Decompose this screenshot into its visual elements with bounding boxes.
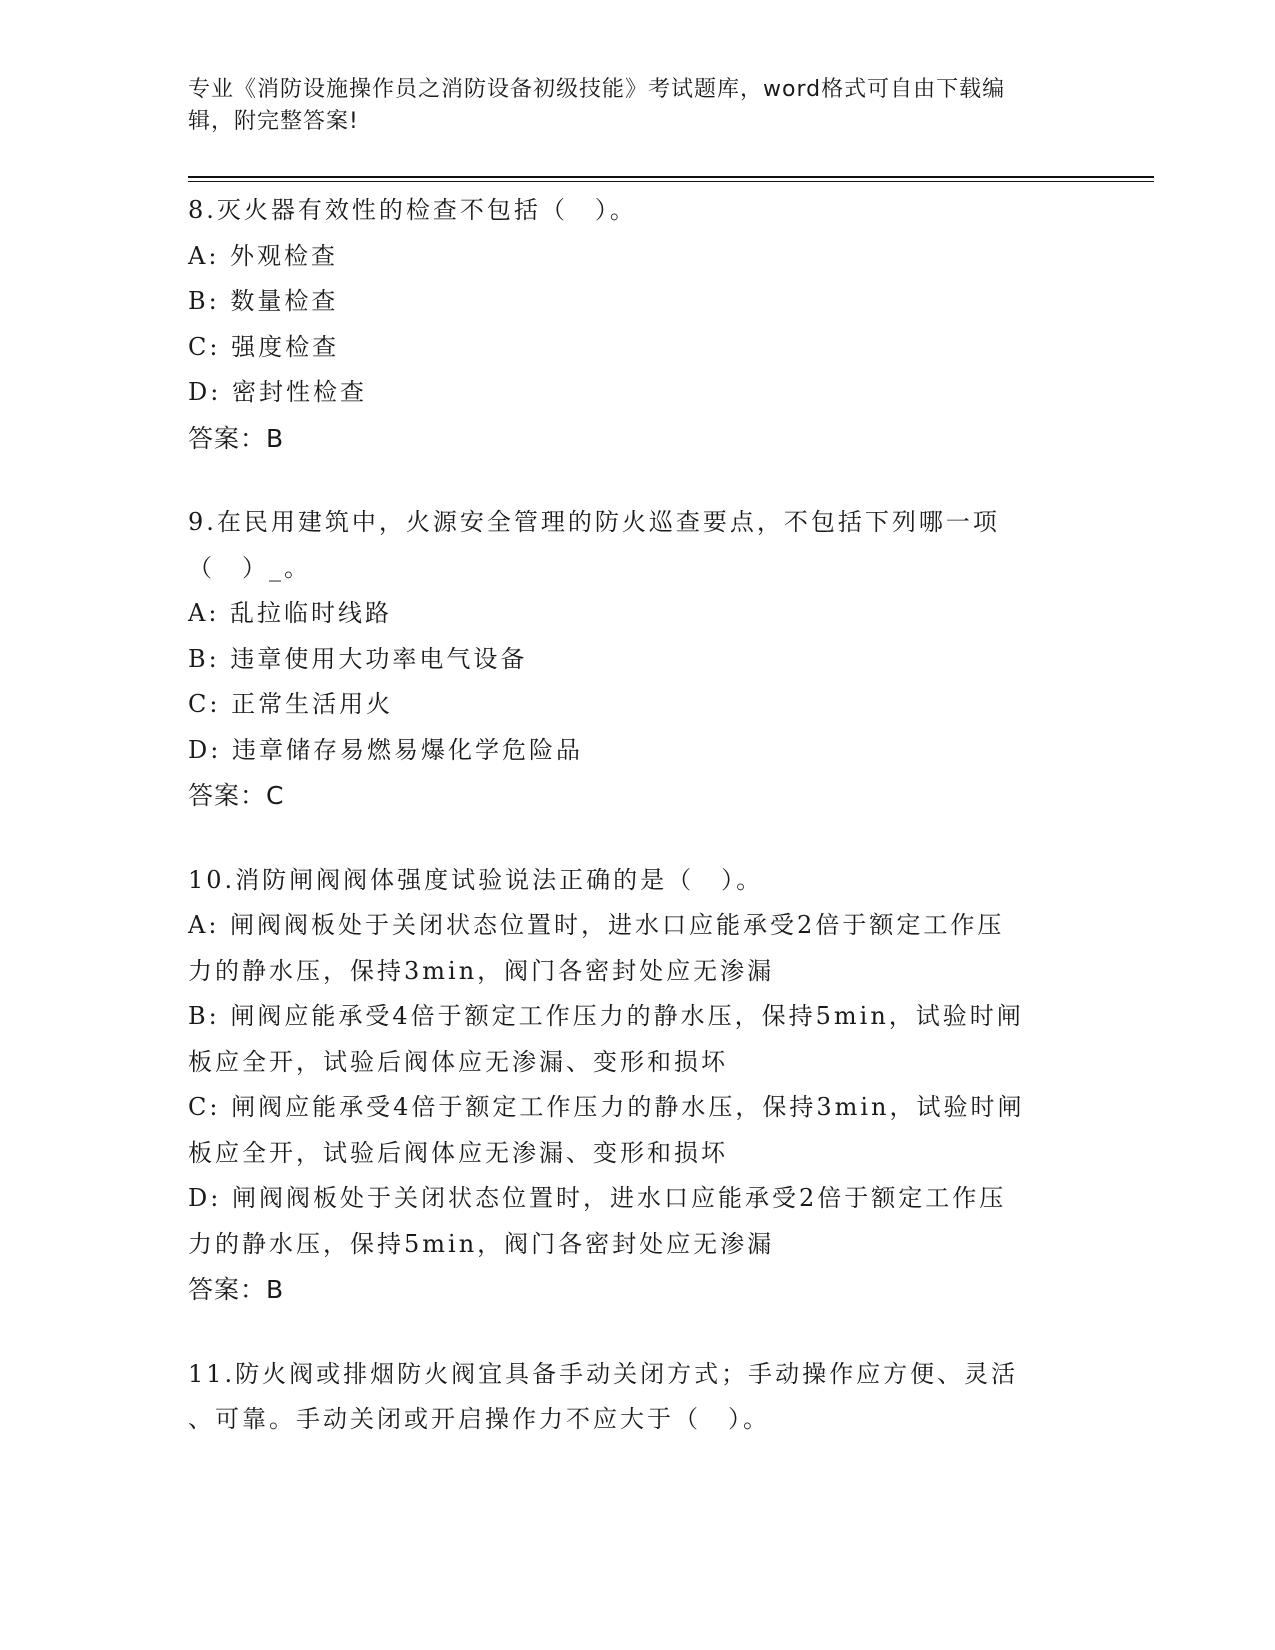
option-a-cont: 力的静水压，保持3min，阀门各密封处应无渗漏 xyxy=(188,956,775,985)
question-9 xyxy=(188,500,1088,819)
option-c: C: 正常生活用火 xyxy=(188,690,394,718)
question-8 xyxy=(188,188,1088,461)
question-list xyxy=(188,188,1088,1482)
document-header xyxy=(188,74,1088,138)
option-d-cont: 力的静水压，保持5min，阀门各密封处应无渗漏 xyxy=(188,1229,775,1258)
question-10 xyxy=(188,858,1088,1313)
header-divider-thin xyxy=(188,181,1154,182)
answer: 答案：B xyxy=(188,423,285,453)
option-a: A: 乱拉临时线路 xyxy=(188,599,393,627)
option-d: D: 违章储存易燃易爆化学危险品 xyxy=(188,735,583,764)
question-stem: 8.灭火器有效性的检查不包括（ ）。 xyxy=(188,196,637,224)
option-c: C: 强度检查 xyxy=(188,332,340,361)
option-a: A: 外观检查 xyxy=(188,241,339,270)
question-stem: 9.在民用建筑中，火源安全管理的防火巡查要点，不包括下列哪一项 xyxy=(188,508,1000,536)
option-b: B: 违章使用大功率电气设备 xyxy=(188,644,528,673)
option-a: A: 闸阀阀板处于关闭状态位置时，进水口应能承受2倍于额定工作压 xyxy=(188,911,1005,939)
question-stem-cont: 、可靠。手动关闭或开启操作力不应大于（ ）。 xyxy=(188,1405,770,1433)
option-d: D: 闸阀阀板处于关闭状态位置时，进水口应能承受2倍于额定工作压 xyxy=(188,1184,1007,1212)
answer: 答案：C xyxy=(188,781,285,810)
header-divider-thick xyxy=(188,176,1154,178)
option-b-cont: 板应全开，试验后阀体应无渗漏、变形和损坏 xyxy=(188,1047,728,1076)
option-d: D: 密封性检查 xyxy=(188,378,367,406)
option-b: B: 闸阀应能承受4倍于额定工作压力的静水压，保持5min，试验时闸 xyxy=(188,1002,1024,1030)
option-b: B: 数量检查 xyxy=(188,287,339,315)
option-c: C: 闸阀应能承受4倍于额定工作压力的静水压，保持3min，试验时闸 xyxy=(188,1093,1025,1121)
question-stem: 10.消防闸阀阀体强度试验说法正确的是（ ）。 xyxy=(188,865,764,894)
header-line-1: 专业《消防设施操作员之消防设备初级技能》考试题库，word格式可自由下载编 xyxy=(188,77,1006,102)
question-stem-cont: （ ）_。 xyxy=(188,553,311,582)
header-line-2: 辑，附完整答案! xyxy=(188,109,359,134)
question-stem: 11.防火阀或排烟防火阀宜具备手动关闭方式；手动操作应方便、灵活 xyxy=(188,1359,1019,1388)
question-11 xyxy=(188,1352,1088,1443)
option-c-cont: 板应全开，试验后阀体应无渗漏、变形和损坏 xyxy=(188,1138,728,1167)
answer: 答案：B xyxy=(188,1275,285,1304)
